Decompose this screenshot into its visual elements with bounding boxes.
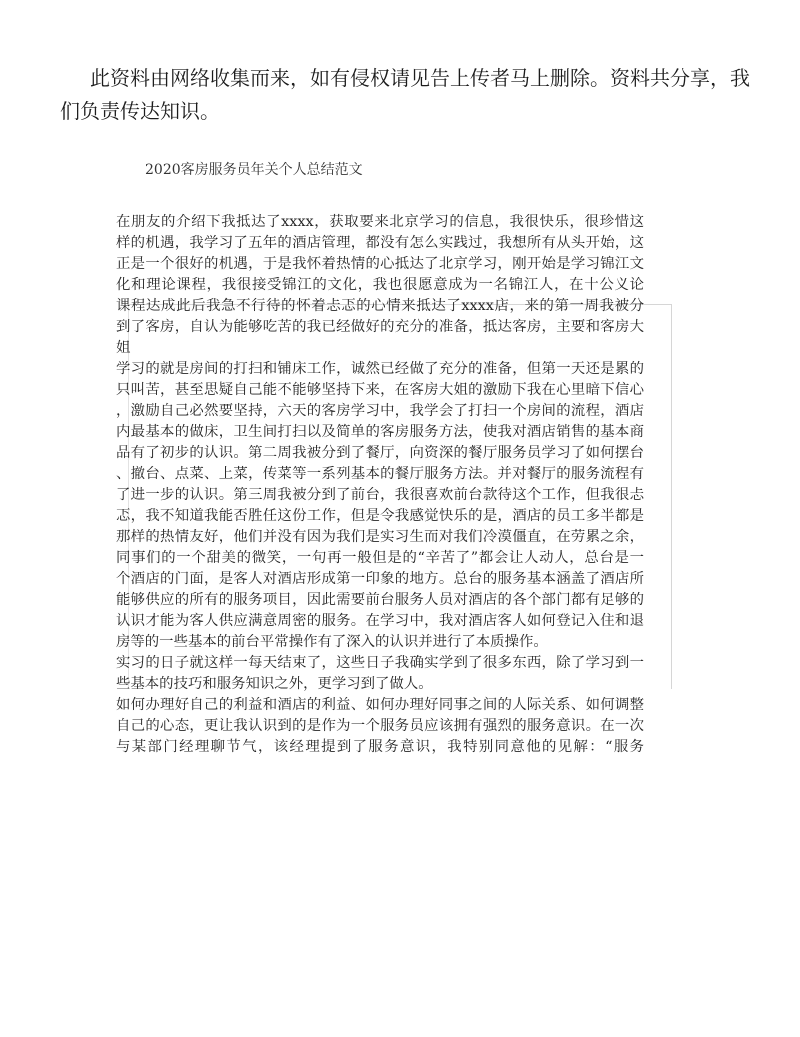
body-line: 学习的就是房间的打扫和铺床工作，诚然已经做了充分的准备，但第一天还是累的 [116,361,644,377]
body-line: 姐 [116,340,131,356]
body-line: 些基本的技巧和服务知识之外，更学习到了做人。 [116,676,433,692]
copyright-notice: 此资料由网络收集而来，如有侵权请见告上传者马上删除。资料共分享，我们负责传达知识。 [60,66,750,123]
body-line: 正是一个很好的机遇，于是我怀着热情的心抵达了北京学习，刚开始是学习锦江文 [116,256,644,272]
document-title: 2020客房服务员年关个人总结范文 [145,162,363,178]
body-line: 课程达成此后我急不行待的怀着忐忑的心情来抵达了xxxx店，来的第一周我被分 [116,298,644,314]
body-line: 与某部门经理聊节气，该经理提到了服务意识，我特别同意他的见解：“服务 [116,739,644,755]
body-line: 只叫苦，甚至思疑自己能不能够坚持下来，在客房大姐的激励下我在心里暗下信心 [116,382,644,398]
body-line: 如何办理好自己的利益和酒店的利益、如何办理好同事之间的人际关系、如何调整 [116,697,644,713]
body-line: 到了客房，自认为能够吃苦的我已经做好的充分的准备，抵达客房，主要和客房大 [116,319,644,335]
body-line: 样的机遇，我学习了五年的酒店管理，都没有怎么实践过，我想所有从头开始，这 [116,235,644,251]
body-line: 那样的热情友好，他们并没有因为我们是实习生而对我们冷漠僵直，在劳累之余， [116,529,644,545]
body-line: 忑，我不知道我能否胜任这份工作，但是令我感觉快乐的是，酒店的员工多半都是 [116,508,644,524]
body-line: 能够供应的所有的服务项目，因此需要前台服务人员对酒店的各个部门都有足够的 [116,592,644,608]
body-line: 同事们的一个甜美的微笑，一句再一般但是的“辛苦了”都会让人动人，总台是一 [116,550,644,566]
body-line: 自己的心态，更让我认识到的是作为一个服务员应该拥有强烈的服务意识。在一次 [116,718,644,734]
body-line: 、撤台、点菜、上菜，传菜等一系列基本的餐厅服务方法。并对餐厅的服务流程有 [116,466,644,482]
body-line: 个酒店的门面，是客人对酒店形成第一印象的地方。总台的服务基本涵盖了酒店所 [116,571,644,587]
body-line: 品有了初步的认识。第二周我被分到了餐厅，向资深的餐厅服务员学习了如何摆台 [116,445,644,461]
body-line: 实习的日子就这样一每天结束了，这些日子我确实学到了很多东西，除了学习到一 [116,655,644,671]
body-line: 在朋友的介绍下我抵达了xxxx，获取要来北京学习的信息，我很快乐，很珍惜这 [116,214,644,230]
body-line: 化和理论课程，我很接受锦江的文化，我也很愿意成为一名锦江人，在十公义论 [116,277,644,293]
body-line: 房等的一些基本的前台平常操作有了深入的认识并进行了本质操作。 [116,634,548,650]
body-line: ，激励自己必然要坚持，六天的客房学习中，我学会了打扫一个房间的流程，酒店 [116,403,644,419]
body-line: 了进一步的认识。第三周我被分到了前台，我很喜欢前台款待这个工作，但我很忐 [116,487,644,503]
body-line: 认识才能为客人供应满意周密的服务。在学习中，我对酒店客人如何登记入住和退 [116,613,644,629]
body-text [116,212,644,758]
body-line: 内最基本的做床，卫生间打扫以及简单的客房服务方法，使我对酒店销售的基本商 [116,424,644,440]
